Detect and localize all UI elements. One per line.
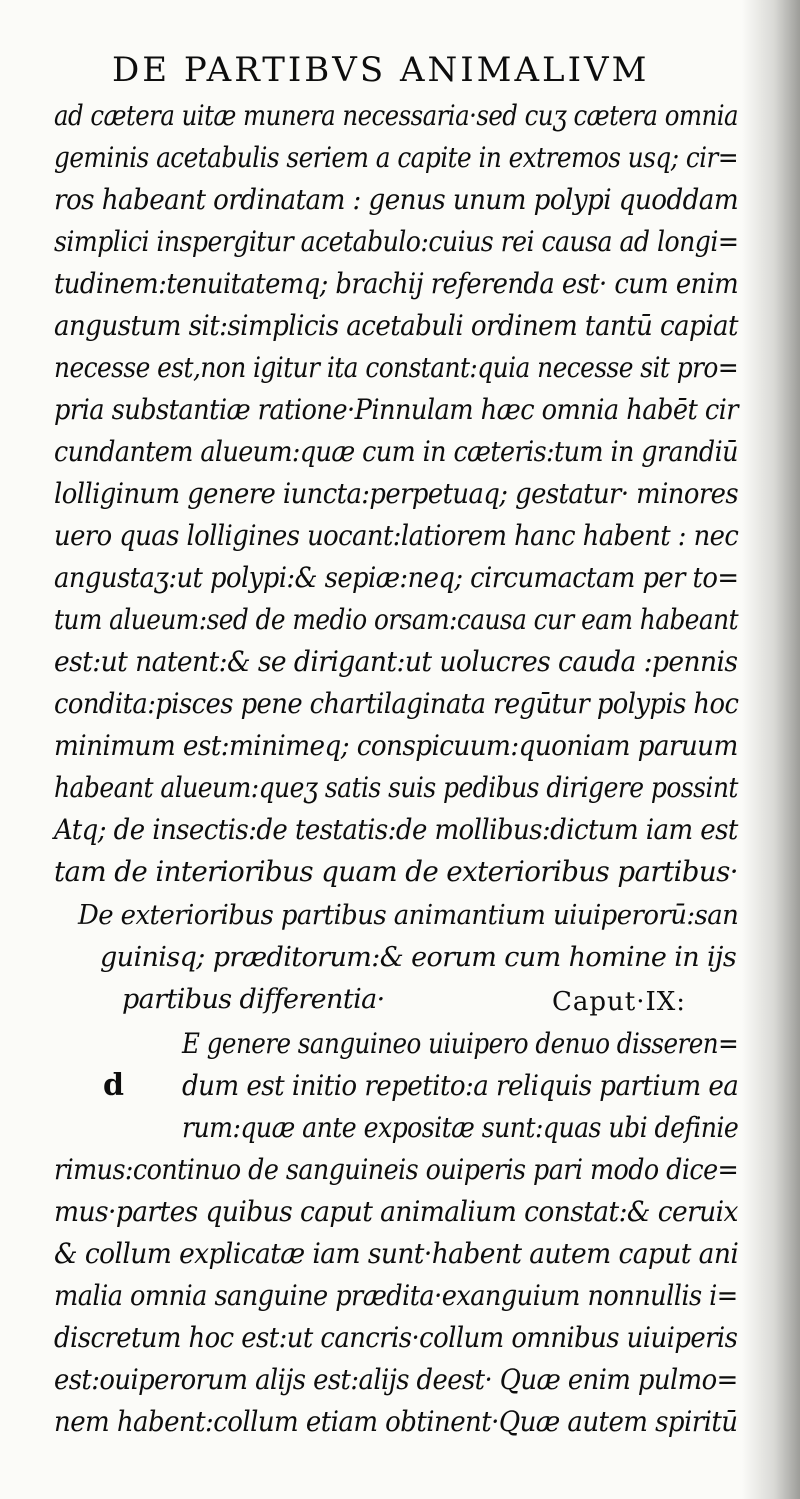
text-line: est:ut natent:& se dirigant:ut uolucres cauda :pennis <box>54 645 738 678</box>
text-line: rimus:continuo de sanguineis ouiperis pari modo dice= <box>54 1153 739 1186</box>
text-line: ad cætera uitæ munera necessaria·sed cuʒ cætera omnia <box>54 99 739 132</box>
text-line: ros habeant ordinatam : genus unum polypi quoddam <box>54 183 739 216</box>
text-line: lolliginum genere iuncta:perpetuaq; gestatur· minores <box>54 477 739 510</box>
text-line: habeant alueum:queʒ satis suis pedibus dirigere possint <box>54 771 738 804</box>
text-line: pria substantiæ ratione·Pinnulam hæc omnia habēt cir <box>54 393 738 426</box>
text-line: necesse est,non igitur ita constant:quia necesse sit pro= <box>54 351 739 384</box>
text-line: mus·partes quibus caput animalium constat:& ceruix <box>54 1195 738 1228</box>
text-line: discretum hoc est:ut cancris·collum omnibus uiuiperis <box>54 1321 738 1354</box>
text-line: uero quas lolligines uocant:latiorem hanc habent : nec <box>54 519 739 552</box>
text-line: minimum est:minimeq; conspicuum:quoniam paruum <box>54 729 738 762</box>
chapter-heading-line: partibus differentia· <box>122 984 385 1015</box>
text-line: angustum sit:simplicis acetabuli ordinem tantū capiat <box>54 309 738 342</box>
text-line: tam de interioribus quam de exterioribus partibus· <box>54 855 738 888</box>
text-line: angustaʒ:ut polypi:& sepiæ:neq; circumactam per to= <box>54 561 739 594</box>
indented-text-line: rum:quæ ante expositæ sunt:quas ubi definie <box>182 1111 739 1144</box>
text-line: Atq; de insectis:de testatis:de mollibus:dictum iam est <box>54 813 738 846</box>
chapter-heading-line: De exterioribus partibus animantium uiuiperorū:san <box>78 900 739 931</box>
text-line: tudinem:tenuitatemq; brachij referenda est· cum enim <box>54 267 739 300</box>
running-head: DE PARTIBVS ANIMALIVM <box>112 50 650 90</box>
text-line: nem habent:collum etiam obtinent·Quæ autem spiritū <box>54 1405 738 1438</box>
chapter-heading-line: guinisq; præditorum:& eorum cum homine in ijs <box>100 942 737 973</box>
text-line: tum alueum:sed de medio orsam:causa cur eam habeant <box>54 603 739 636</box>
text-line: malia omnia sanguine prædita·exanguium nonnullis i= <box>54 1279 738 1312</box>
text-line: simplici inspergitur acetabulo:cuius rei causa ad longi= <box>54 225 739 258</box>
text-line: geminis acetabulis seriem a capite in extremos usq; cir= <box>54 141 739 174</box>
marginal-guide-letter: d <box>103 1068 124 1103</box>
text-line: cundantem alueum:quæ cum in cæteris:tum in grandiū <box>54 435 738 468</box>
indented-text-line: dum est initio repetito:a reliquis partium ea <box>182 1069 739 1102</box>
text-line: condita:pisces pene chartilaginata regūtur polypis hoc <box>54 687 739 720</box>
text-line: & collum explicatæ iam sunt·habent autem caput ani <box>54 1237 739 1270</box>
indented-text-line: E genere sanguineo uiuipero denuo disseren= <box>182 1027 739 1060</box>
chapter-number: Caput·IX: <box>552 987 687 1017</box>
text-line: est:ouiperorum alijs est:alijs deest· Quæ enim pulmo= <box>54 1363 738 1396</box>
